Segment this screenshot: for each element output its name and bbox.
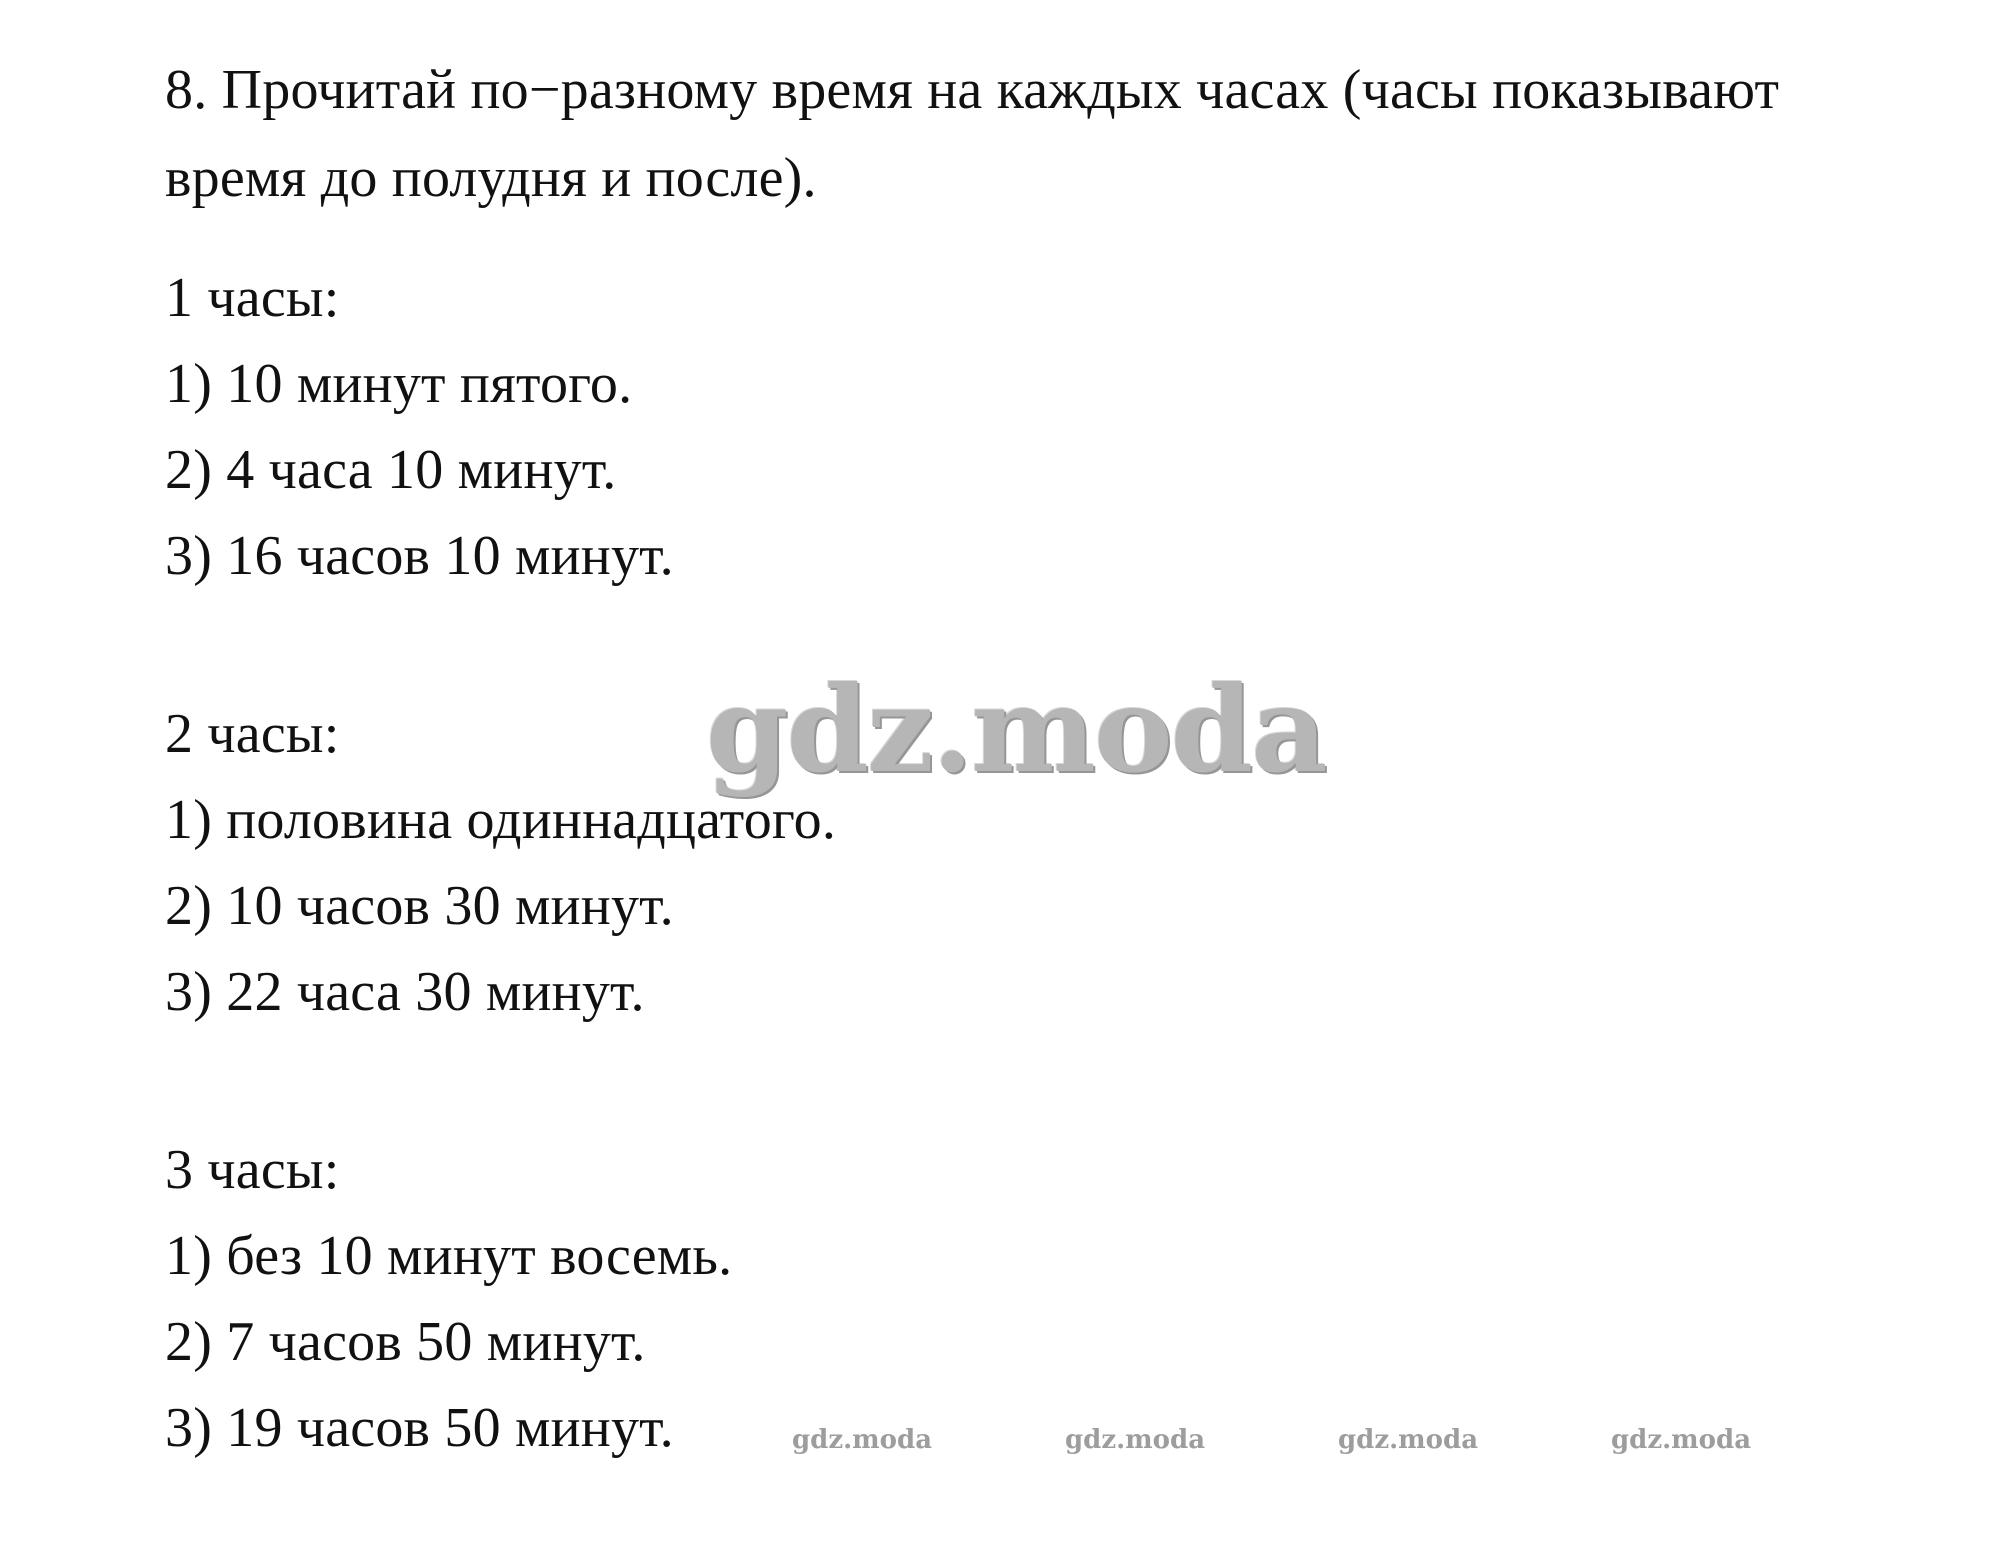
clock-1-answer-1: 1) 10 минут пятого. — [165, 353, 633, 415]
task-title-line-2: время до полудня и после). — [165, 147, 817, 209]
clock-1-answer-2: 2) 4 часа 10 минут. — [165, 439, 617, 501]
clock-3-label: 3 часы: — [165, 1139, 340, 1201]
watermark-small-1: gdz.moda — [792, 1425, 933, 1455]
watermark-main: gdz.moda — [706, 660, 1326, 799]
clock-3-answer-1: 1) без 10 минут восемь. — [165, 1225, 733, 1287]
clock-2-answer-1: 1) половина одиннадцатого. — [165, 789, 837, 851]
clock-2-answer-2: 2) 10 часов 30 минут. — [165, 875, 674, 937]
watermark-small-4: gdz.moda — [1611, 1425, 1752, 1455]
clock-3-answer-3: 3) 19 часов 50 минут. — [165, 1397, 674, 1459]
watermark-small-2: gdz.moda — [1065, 1425, 1206, 1455]
task-title-line-1: 8. Прочитай по−разному время на каждых часах (часы показывают — [165, 59, 1780, 121]
clock-1-answer-3: 3) 16 часов 10 минут. — [165, 525, 674, 587]
clock-1-label: 1 часы: — [165, 267, 340, 329]
clock-3-answer-2: 2) 7 часов 50 минут. — [165, 1311, 646, 1373]
clock-2-label: 2 часы: — [165, 703, 340, 765]
watermark-small-3: gdz.moda — [1338, 1425, 1479, 1455]
clock-2-answer-3: 3) 22 часа 30 минут. — [165, 961, 645, 1023]
